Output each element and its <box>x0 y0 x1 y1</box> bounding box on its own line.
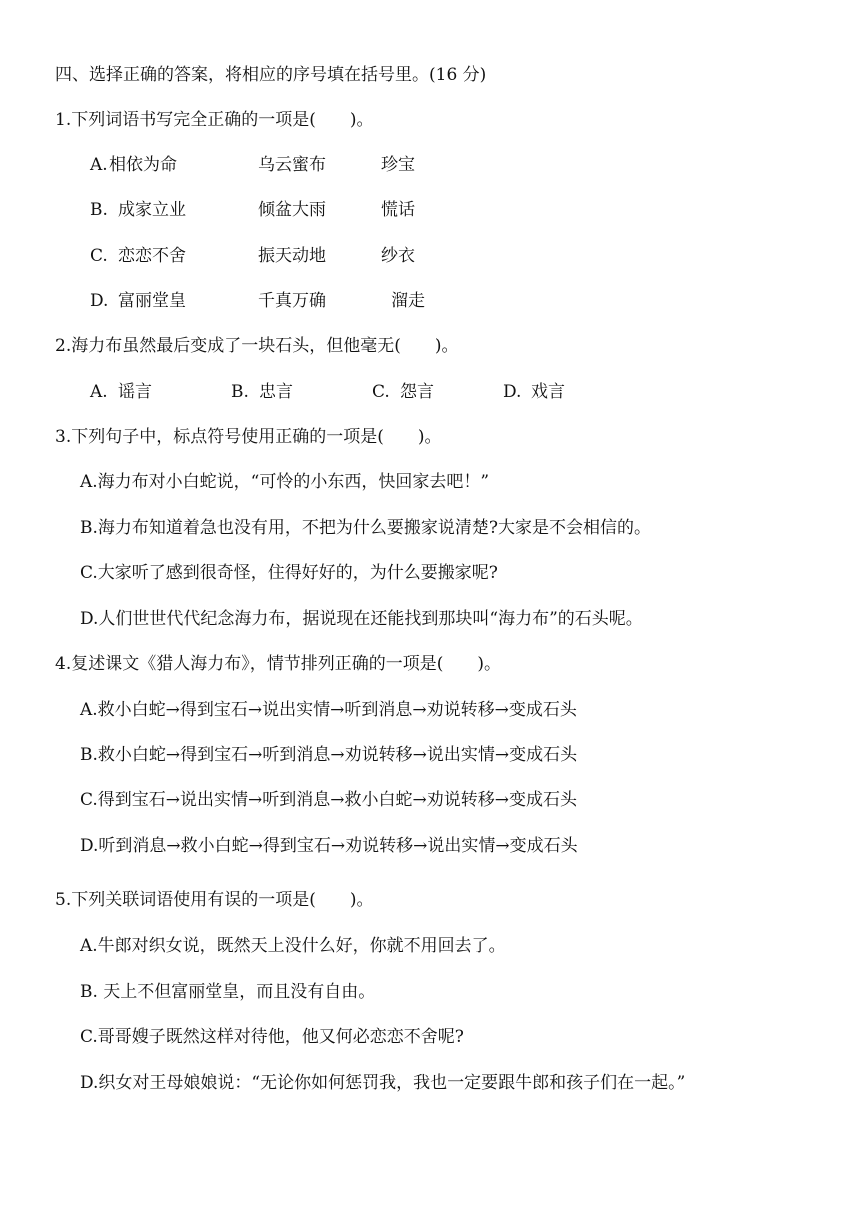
q2-option-c-text: 怨言 <box>400 382 434 402</box>
q3-option-a: A.海力布对小白蛇说，“可怜的小东西，快回家去吧！” <box>80 472 490 492</box>
question-3-stem: 3.下列句子中，标点符号使用正确的一项是( )。 <box>55 427 442 447</box>
q1-option-c-label: C. <box>90 246 108 266</box>
q1-option-c-word-2: 振天动地 <box>258 246 326 266</box>
q4-option-b: B.救小白蛇→得到宝石→听到消息→劝说转移→说出实情→变成石头 <box>80 745 578 765</box>
question-4-stem: 4.复述课文《猎人海力布》，情节排列正确的一项是( )。 <box>55 654 501 674</box>
q1-option-d-word-3: 溜走 <box>391 291 425 311</box>
q3-option-b: B.海力布知道着急也没有用，不把为什么要搬家说清楚?大家是不会相信的。 <box>80 518 652 538</box>
q1-option-a-label: A. <box>90 155 108 175</box>
q1-option-b-word-2: 倾盆大雨 <box>258 200 326 220</box>
q1-option-c-word-1: 恋恋不舍 <box>118 246 186 266</box>
q5-option-d: D.织女对王母娘娘说：“无论你如何惩罚我，我也一定要跟牛郎和孩子们在一起。” <box>80 1073 686 1093</box>
q2-option-d-text: 戏言 <box>531 382 565 402</box>
q3-option-c: C.大家听了感到很奇怪，住得好好的，为什么要搬家呢? <box>80 563 498 583</box>
q4-option-c: C.得到宝石→说出实情→听到消息→救小白蛇→劝说转移→变成石头 <box>80 790 578 810</box>
q5-option-c: C.哥哥嫂子既然这样对待他，他又何必恋恋不舍呢? <box>80 1027 464 1047</box>
q2-option-c-label: C. <box>372 382 390 402</box>
q1-option-a-word-3: 珍宝 <box>381 155 415 175</box>
q5-option-b: B. 天上不但富丽堂皇，而且没有自由。 <box>80 982 376 1002</box>
q1-option-b-label: B. <box>90 200 108 220</box>
q1-option-d-word-2: 千真万确 <box>258 291 326 311</box>
q1-option-b-word-3: 慌话 <box>381 200 415 220</box>
q2-option-a-text: 谣言 <box>118 382 152 402</box>
q1-option-c-word-3: 纱衣 <box>381 246 415 266</box>
q1-option-d-label: D. <box>90 291 109 311</box>
q1-option-b-word-1: 成家立业 <box>118 200 186 220</box>
q2-option-a-label: A. <box>90 382 108 402</box>
q1-option-a-word-1: 相依为命 <box>109 155 177 175</box>
q1-option-a-word-2: 乌云蜜布 <box>258 155 326 175</box>
q3-option-d: D.人们世世代代纪念海力布，据说现在还能找到那块叫“海力布”的石头呢。 <box>80 609 643 629</box>
question-1-stem: 1.下列词语书写完全正确的一项是( )。 <box>55 110 374 130</box>
q5-option-a: A.牛郎对织女说，既然天上没什么好，你就不用回去了。 <box>80 936 506 956</box>
q2-option-d-label: D. <box>503 382 522 402</box>
question-5-stem: 5.下列关联词语使用有误的一项是( )。 <box>55 890 374 910</box>
q2-option-b-text: 忠言 <box>259 382 293 402</box>
section-title: 四、选择正确的答案，将相应的序号填在括号里。(16 分) <box>55 65 487 85</box>
q4-option-a: A.救小白蛇→得到宝石→说出实情→听到消息→劝说转移→变成石头 <box>80 700 577 720</box>
q2-option-b-label: B. <box>231 382 249 402</box>
question-2-stem: 2.海力布虽然最后变成了一块石头，但他毫无( )。 <box>55 336 459 356</box>
q1-option-d-word-1: 富丽堂皇 <box>118 291 186 311</box>
q4-option-d: D.听到消息→救小白蛇→得到宝石→劝说转移→说出实情→变成石头 <box>80 836 578 856</box>
